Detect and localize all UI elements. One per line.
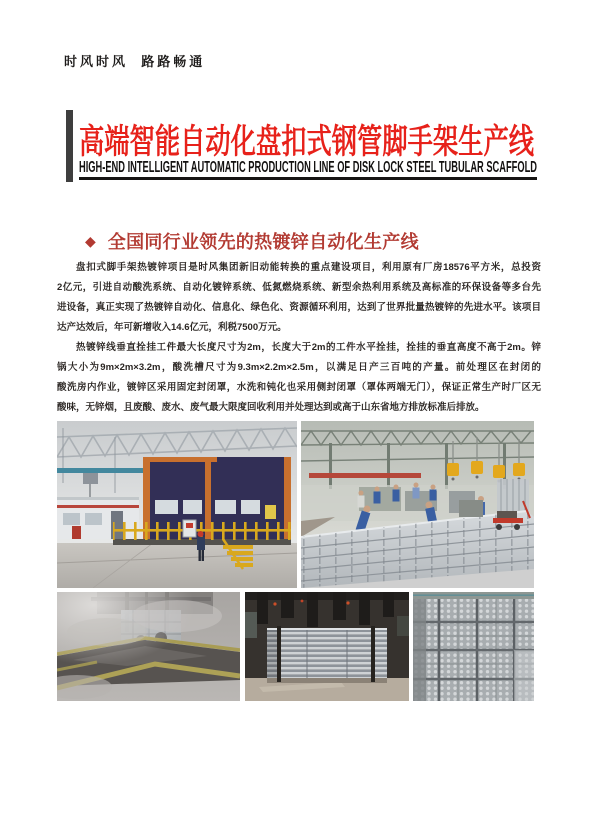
page-title-text: 高端智能自动化盘扣式钢管脚手架生产线 bbox=[79, 123, 534, 161]
body-paragraphs bbox=[57, 258, 541, 418]
text-line: 锅大小为9m×2m×3.2m，酸洗槽尺寸为9.3m×2.2m×2.5m，以满足日产三百吨的产量。前处理区在封闭的 bbox=[57, 362, 541, 373]
diamond-bullet-icon: ◆ bbox=[85, 233, 96, 249]
photo-workers-scaffold-assembly bbox=[301, 421, 534, 588]
company-slogan: 时风时风 路路畅通 bbox=[64, 54, 206, 69]
paragraph-1 bbox=[57, 258, 541, 338]
text-line: 进设备，真正实现了热镀锌自动化、信息化、绿色化、资源循环利用，达到了世界批量热镀锌的先进水平。该项目 bbox=[57, 302, 541, 313]
section-heading-text: 全国同行业领先的热镀锌自动化生产线 bbox=[107, 232, 419, 252]
text-line: 盘扣式脚手架热镀锌项目是时风集团新旧动能转换的重点建设项目，利用原有厂房18576平方米，总投资 bbox=[76, 262, 541, 273]
photo-acid-bath-steam bbox=[57, 592, 240, 701]
photo-galvanized-pipe-stack bbox=[245, 592, 409, 701]
text-line: 2亿元，引进自动酸洗系统、自动化镀锌系统、低氮燃烧系统、新型余热利用系统及高标准的环保设备等多台先 bbox=[57, 282, 541, 293]
text-line: 热镀锌线垂直拴挂工件最大长度尺寸为2m，长度大于2m的工件水平拴挂，拴挂的垂直高度不高于2m。锌 bbox=[76, 342, 541, 353]
photo-scaffold-component-stacks bbox=[413, 592, 534, 701]
title-accent-bar bbox=[66, 110, 73, 182]
page-title bbox=[79, 114, 600, 163]
section-heading bbox=[85, 230, 419, 252]
text-line: 酸味，无锌烟，且废酸、废水、废气最大限度回收利用并处理达到或高于山东省地方排放标准后排放。 bbox=[57, 402, 485, 413]
page-subtitle-en bbox=[79, 159, 600, 177]
title-underline bbox=[79, 177, 537, 180]
page-subtitle-text: HIGH-END INTELLIGENT AUTOMATIC PRODUCTION LINE OF DISK LOCK STEEL TUBULAR SCAFFOLD bbox=[79, 159, 537, 176]
photo-galvanizing-furnace-line bbox=[57, 421, 297, 588]
text-line: 酸洗房内作业，镀锌区采用固定封闭罩，水洗和钝化也采用侧封闭罩（罩体两端无门），保证正常生产时厂区无 bbox=[57, 382, 541, 393]
paragraph-2 bbox=[57, 338, 541, 418]
text-line: 达产达效后，年可新增收入14.6亿元，利税7500万元。 bbox=[57, 322, 287, 333]
